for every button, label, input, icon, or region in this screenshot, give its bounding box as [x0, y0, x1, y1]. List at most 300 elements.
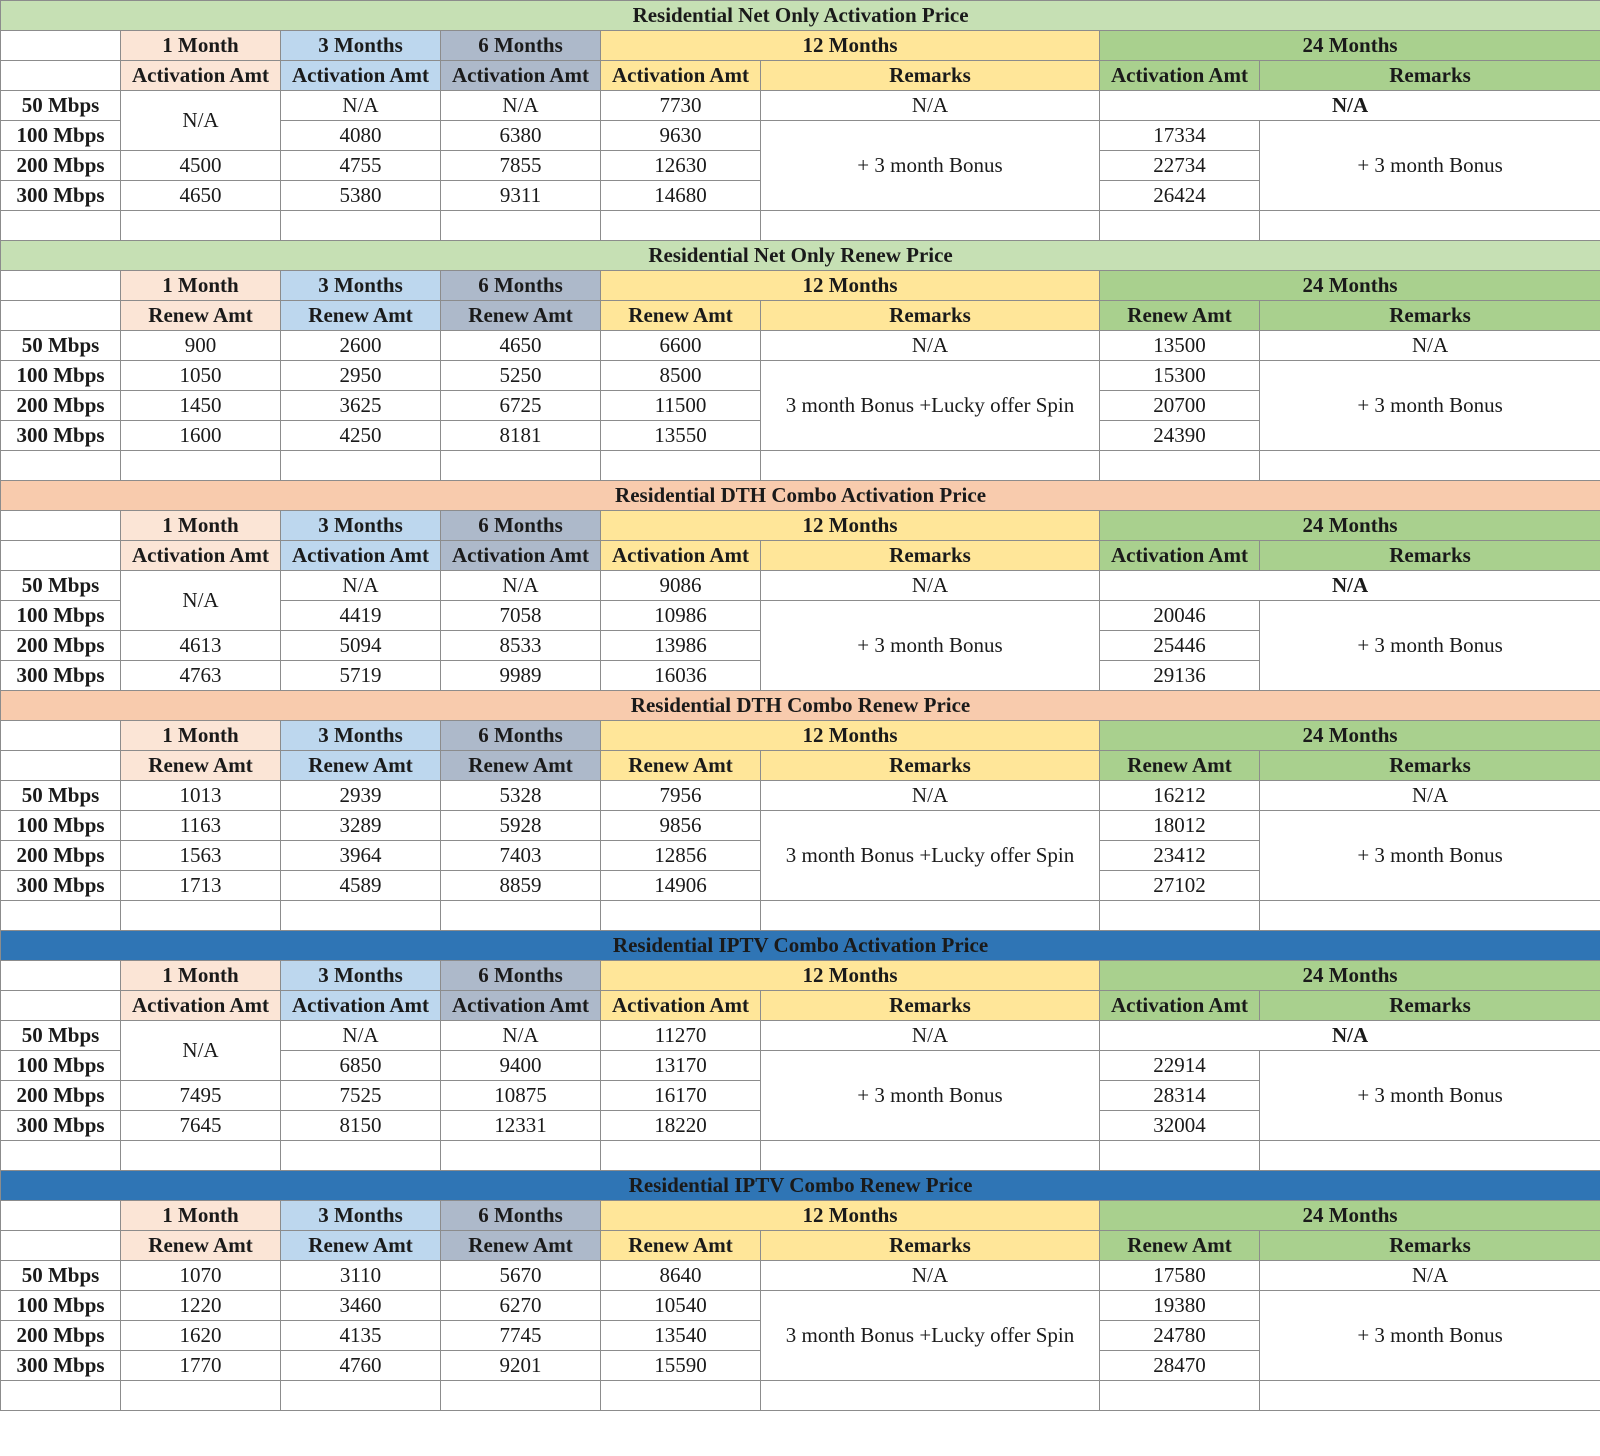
corner-cell [1, 301, 121, 331]
corner-cell [1, 1231, 121, 1261]
price-24-months: 18012 [1100, 811, 1260, 841]
speed-label: 200 Mbps [1, 631, 121, 661]
corner-cell [1, 511, 121, 541]
amount-header-row [1, 1231, 1600, 1261]
empty-cell [601, 901, 761, 931]
empty-cell [441, 901, 601, 931]
speed-label: 200 Mbps [1, 1321, 121, 1351]
price-1-month: N/A [121, 91, 281, 151]
period-12-months: 12 Months [601, 721, 1100, 751]
amount-header: Renew Amt [1100, 751, 1260, 781]
price-3-months: 2600 [281, 331, 441, 361]
spacer-row [1, 451, 1600, 481]
price-12-months: 18220 [601, 1111, 761, 1141]
price-3-months: 5380 [281, 181, 441, 211]
corner-cell [1, 991, 121, 1021]
price-12-months: 7730 [601, 91, 761, 121]
empty-cell [121, 901, 281, 931]
price-3-months: 5719 [281, 661, 441, 691]
remarks-header: Remarks [761, 541, 1100, 571]
table-row [1, 811, 1600, 841]
speed-label: 50 Mbps [1, 781, 121, 811]
price-24-months: 22734 [1100, 151, 1260, 181]
section-title-row [1, 1171, 1600, 1201]
price-12-months: 14906 [601, 871, 761, 901]
period-header-row [1, 511, 1600, 541]
price-12-months: 9086 [601, 571, 761, 601]
price-6-months: 4650 [441, 331, 601, 361]
period-6-months: 6 Months [441, 271, 601, 301]
spacer-row [1, 1141, 1600, 1171]
amount-header: Renew Amt [281, 751, 441, 781]
amount-header: Renew Amt [121, 751, 281, 781]
price-3-months: 3460 [281, 1291, 441, 1321]
speed-label: 200 Mbps [1, 841, 121, 871]
period-3-months: 3 Months [281, 271, 441, 301]
period-12-months: 12 Months [601, 1201, 1100, 1231]
empty-cell [1, 901, 121, 931]
section-title-row [1, 1, 1600, 31]
amount-header: Activation Amt [441, 61, 601, 91]
price-24-months: 26424 [1100, 181, 1260, 211]
remarks-24-months: N/A [1260, 1261, 1600, 1291]
remarks-header: Remarks [1260, 991, 1600, 1021]
speed-label: 200 Mbps [1, 1081, 121, 1111]
empty-cell [1, 1141, 121, 1171]
remarks-header: Remarks [1260, 541, 1600, 571]
speed-label: 50 Mbps [1, 331, 121, 361]
price-6-months: 12331 [441, 1111, 601, 1141]
period-12-months: 12 Months [601, 511, 1100, 541]
price-3-months: 4760 [281, 1351, 441, 1381]
price-6-months: 9201 [441, 1351, 601, 1381]
empty-cell [1260, 211, 1600, 241]
price-6-months: 8533 [441, 631, 601, 661]
speed-label: 100 Mbps [1, 811, 121, 841]
price-1-month: 1620 [121, 1321, 281, 1351]
empty-cell [761, 1141, 1100, 1171]
section-title-row [1, 481, 1600, 511]
empty-cell [281, 1141, 441, 1171]
remarks-header: Remarks [761, 751, 1100, 781]
amount-header: Renew Amt [601, 751, 761, 781]
section-title-row [1, 691, 1600, 721]
remarks-24-months: + 3 month Bonus [1260, 361, 1600, 451]
price-24-months: 25446 [1100, 631, 1260, 661]
remarks-12-months: + 3 month Bonus [761, 121, 1100, 211]
price-3-months: 4589 [281, 871, 441, 901]
price-24-months: 20700 [1100, 391, 1260, 421]
section-title-row [1, 931, 1600, 961]
speed-label: 200 Mbps [1, 391, 121, 421]
price-6-months: 7403 [441, 841, 601, 871]
empty-cell [281, 211, 441, 241]
price-1-month: 1013 [121, 781, 281, 811]
empty-cell [281, 451, 441, 481]
na-24-months: N/A [1100, 1021, 1600, 1051]
price-24-months: 19380 [1100, 1291, 1260, 1321]
remarks-12-months: N/A [761, 781, 1100, 811]
price-3-months: 7525 [281, 1081, 441, 1111]
speed-label: 300 Mbps [1, 1111, 121, 1141]
table-row [1, 331, 1600, 361]
remarks-12-months: 3 month Bonus +Lucky offer Spin [761, 811, 1100, 901]
corner-cell [1, 721, 121, 751]
price-1-month: 1163 [121, 811, 281, 841]
amount-header-row [1, 541, 1600, 571]
price-1-month: N/A [121, 1021, 281, 1081]
price-3-months: 4135 [281, 1321, 441, 1351]
period-1-month: 1 Month [121, 1201, 281, 1231]
empty-cell [601, 211, 761, 241]
remarks-12-months: 3 month Bonus +Lucky offer Spin [761, 361, 1100, 451]
price-1-month: 1563 [121, 841, 281, 871]
na-24-months: N/A [1100, 91, 1600, 121]
price-6-months: 5328 [441, 781, 601, 811]
period-12-months: 12 Months [601, 31, 1100, 61]
price-12-months: 13550 [601, 421, 761, 451]
period-24-months: 24 Months [1100, 271, 1600, 301]
speed-label: 50 Mbps [1, 571, 121, 601]
period-1-month: 1 Month [121, 961, 281, 991]
price-24-months: 17334 [1100, 121, 1260, 151]
price-6-months: 6380 [441, 121, 601, 151]
section-title: Residential DTH Combo Activation Price [1, 481, 1600, 511]
empty-cell [601, 1141, 761, 1171]
remarks-header: Remarks [1260, 301, 1600, 331]
price-24-months: 28314 [1100, 1081, 1260, 1111]
empty-cell [1100, 451, 1260, 481]
empty-cell [441, 211, 601, 241]
empty-cell [1, 211, 121, 241]
price-1-month: 1450 [121, 391, 281, 421]
period-1-month: 1 Month [121, 271, 281, 301]
price-3-months: 4080 [281, 121, 441, 151]
empty-cell [1260, 451, 1600, 481]
empty-cell [1100, 1141, 1260, 1171]
price-3-months: N/A [281, 571, 441, 601]
price-1-month: 4500 [121, 151, 281, 181]
price-3-months: 3625 [281, 391, 441, 421]
period-24-months: 24 Months [1100, 961, 1600, 991]
price-12-months: 9856 [601, 811, 761, 841]
price-6-months: 8859 [441, 871, 601, 901]
price-3-months: 4755 [281, 151, 441, 181]
price-6-months: N/A [441, 91, 601, 121]
speed-label: 50 Mbps [1, 91, 121, 121]
section-title: Residential DTH Combo Renew Price [1, 691, 1600, 721]
price-1-month: 1070 [121, 1261, 281, 1291]
amount-header: Activation Amt [1100, 541, 1260, 571]
price-1-month: N/A [121, 571, 281, 631]
speed-label: 100 Mbps [1, 601, 121, 631]
price-1-month: 7495 [121, 1081, 281, 1111]
price-12-months: 8500 [601, 361, 761, 391]
price-1-month: 900 [121, 331, 281, 361]
price-3-months: 8150 [281, 1111, 441, 1141]
table-row [1, 1261, 1600, 1291]
corner-cell [1, 541, 121, 571]
period-header-row [1, 721, 1600, 751]
empty-cell [761, 1381, 1100, 1411]
price-1-month: 4763 [121, 661, 281, 691]
amount-header: Renew Amt [121, 1231, 281, 1261]
price-3-months: 4419 [281, 601, 441, 631]
amount-header: Renew Amt [441, 301, 601, 331]
amount-header: Activation Amt [601, 991, 761, 1021]
amount-header: Activation Amt [441, 541, 601, 571]
empty-cell [1, 451, 121, 481]
period-6-months: 6 Months [441, 511, 601, 541]
price-3-months: N/A [281, 91, 441, 121]
price-12-months: 11500 [601, 391, 761, 421]
section-title-row [1, 241, 1600, 271]
price-12-months: 13986 [601, 631, 761, 661]
amount-header: Renew Amt [281, 301, 441, 331]
amount-header: Renew Amt [601, 1231, 761, 1261]
spacer-row [1, 1381, 1600, 1411]
remarks-12-months: N/A [761, 1021, 1100, 1051]
amount-header: Renew Amt [1100, 1231, 1260, 1261]
empty-cell [281, 901, 441, 931]
price-12-months: 10986 [601, 601, 761, 631]
empty-cell [1, 1381, 121, 1411]
amount-header: Activation Amt [121, 991, 281, 1021]
price-1-month: 4650 [121, 181, 281, 211]
price-24-months: 17580 [1100, 1261, 1260, 1291]
price-6-months: 7058 [441, 601, 601, 631]
speed-label: 200 Mbps [1, 151, 121, 181]
period-6-months: 6 Months [441, 1201, 601, 1231]
period-3-months: 3 Months [281, 721, 441, 751]
section-title: Residential IPTV Combo Renew Price [1, 1171, 1600, 1201]
empty-cell [1100, 1381, 1260, 1411]
amount-header: Activation Amt [441, 991, 601, 1021]
empty-cell [601, 451, 761, 481]
remarks-24-months: + 3 month Bonus [1260, 601, 1600, 691]
price-6-months: 5670 [441, 1261, 601, 1291]
amount-header: Renew Amt [441, 1231, 601, 1261]
corner-cell [1, 1201, 121, 1231]
empty-cell [441, 1381, 601, 1411]
price-1-month: 4613 [121, 631, 281, 661]
empty-cell [1100, 901, 1260, 931]
price-3-months: 3110 [281, 1261, 441, 1291]
speed-label: 100 Mbps [1, 1291, 121, 1321]
price-1-month: 1220 [121, 1291, 281, 1321]
price-12-months: 7956 [601, 781, 761, 811]
empty-cell [1260, 901, 1600, 931]
speed-label: 300 Mbps [1, 1351, 121, 1381]
empty-cell [121, 211, 281, 241]
period-header-row [1, 271, 1600, 301]
remarks-12-months: 3 month Bonus +Lucky offer Spin [761, 1291, 1100, 1381]
price-6-months: 7745 [441, 1321, 601, 1351]
price-3-months: 3289 [281, 811, 441, 841]
table-row [1, 1291, 1600, 1321]
speed-label: 50 Mbps [1, 1261, 121, 1291]
empty-cell [121, 1381, 281, 1411]
amount-header: Activation Amt [601, 541, 761, 571]
corner-cell [1, 271, 121, 301]
amount-header: Activation Amt [121, 61, 281, 91]
price-24-months: 29136 [1100, 661, 1260, 691]
empty-cell [761, 451, 1100, 481]
price-12-months: 10540 [601, 1291, 761, 1321]
period-3-months: 3 Months [281, 961, 441, 991]
price-12-months: 9630 [601, 121, 761, 151]
speed-label: 100 Mbps [1, 121, 121, 151]
remarks-24-months: + 3 month Bonus [1260, 121, 1600, 211]
price-12-months: 13540 [601, 1321, 761, 1351]
price-3-months: 2950 [281, 361, 441, 391]
remarks-header: Remarks [1260, 1231, 1600, 1261]
empty-cell [281, 1381, 441, 1411]
remarks-12-months: N/A [761, 571, 1100, 601]
remarks-24-months: N/A [1260, 781, 1600, 811]
price-12-months: 13170 [601, 1051, 761, 1081]
amount-header: Renew Amt [121, 301, 281, 331]
amount-header-row [1, 301, 1600, 331]
price-3-months: N/A [281, 1021, 441, 1051]
period-header-row [1, 1201, 1600, 1231]
period-3-months: 3 Months [281, 31, 441, 61]
speed-label: 300 Mbps [1, 661, 121, 691]
price-1-month: 1713 [121, 871, 281, 901]
speed-label: 100 Mbps [1, 361, 121, 391]
price-1-month: 1770 [121, 1351, 281, 1381]
remarks-12-months: + 3 month Bonus [761, 601, 1100, 691]
amount-header: Activation Amt [121, 541, 281, 571]
price-12-months: 11270 [601, 1021, 761, 1051]
price-6-months: 9400 [441, 1051, 601, 1081]
price-6-months: N/A [441, 571, 601, 601]
amount-header-row [1, 61, 1600, 91]
speed-label: 300 Mbps [1, 871, 121, 901]
amount-header: Activation Amt [1100, 991, 1260, 1021]
table-row [1, 361, 1600, 391]
period-12-months: 12 Months [601, 271, 1100, 301]
period-3-months: 3 Months [281, 1201, 441, 1231]
speed-label: 300 Mbps [1, 421, 121, 451]
table-row [1, 91, 1600, 121]
price-6-months: 9989 [441, 661, 601, 691]
section-title: Residential Net Only Renew Price [1, 241, 1600, 271]
period-header-row [1, 31, 1600, 61]
remarks-header: Remarks [761, 301, 1100, 331]
empty-cell [1100, 211, 1260, 241]
period-6-months: 6 Months [441, 31, 601, 61]
period-3-months: 3 Months [281, 511, 441, 541]
table-row [1, 571, 1600, 601]
empty-cell [1260, 1141, 1600, 1171]
spacer-row [1, 211, 1600, 241]
amount-header: Activation Amt [281, 991, 441, 1021]
amount-header: Renew Amt [281, 1231, 441, 1261]
price-3-months: 2939 [281, 781, 441, 811]
period-24-months: 24 Months [1100, 1201, 1600, 1231]
amount-header: Activation Amt [281, 61, 441, 91]
remarks-header: Remarks [761, 1231, 1100, 1261]
price-1-month: 1050 [121, 361, 281, 391]
price-24-months: 24390 [1100, 421, 1260, 451]
remarks-header: Remarks [1260, 61, 1600, 91]
remarks-24-months: + 3 month Bonus [1260, 1291, 1600, 1381]
empty-cell [121, 451, 281, 481]
price-24-months: 22914 [1100, 1051, 1260, 1081]
period-1-month: 1 Month [121, 511, 281, 541]
na-24-months: N/A [1100, 571, 1600, 601]
price-12-months: 6600 [601, 331, 761, 361]
price-6-months: 5928 [441, 811, 601, 841]
section-title: Residential IPTV Combo Activation Price [1, 931, 1600, 961]
price-6-months: 6270 [441, 1291, 601, 1321]
corner-cell [1, 961, 121, 991]
remarks-12-months: N/A [761, 1261, 1100, 1291]
remarks-24-months: + 3 month Bonus [1260, 1051, 1600, 1141]
price-12-months: 8640 [601, 1261, 761, 1291]
period-6-months: 6 Months [441, 721, 601, 751]
period-header-row [1, 961, 1600, 991]
table-row [1, 1021, 1600, 1051]
remarks-24-months: + 3 month Bonus [1260, 811, 1600, 901]
remarks-24-months: N/A [1260, 331, 1600, 361]
price-12-months: 16036 [601, 661, 761, 691]
speed-label: 300 Mbps [1, 181, 121, 211]
price-12-months: 14680 [601, 181, 761, 211]
period-24-months: 24 Months [1100, 31, 1600, 61]
speed-label: 50 Mbps [1, 1021, 121, 1051]
price-6-months: 10875 [441, 1081, 601, 1111]
price-3-months: 5094 [281, 631, 441, 661]
remarks-header: Remarks [761, 61, 1100, 91]
price-3-months: 6850 [281, 1051, 441, 1081]
price-6-months: 6725 [441, 391, 601, 421]
empty-cell [1260, 1381, 1600, 1411]
price-6-months: N/A [441, 1021, 601, 1051]
period-1-month: 1 Month [121, 721, 281, 751]
price-24-months: 32004 [1100, 1111, 1260, 1141]
corner-cell [1, 31, 121, 61]
amount-header: Renew Amt [441, 751, 601, 781]
amount-header-row [1, 991, 1600, 1021]
amount-header: Activation Amt [281, 541, 441, 571]
remarks-12-months: + 3 month Bonus [761, 1051, 1100, 1141]
price-24-months: 27102 [1100, 871, 1260, 901]
price-3-months: 3964 [281, 841, 441, 871]
empty-cell [441, 1141, 601, 1171]
section-title: Residential Net Only Activation Price [1, 1, 1600, 31]
empty-cell [121, 1141, 281, 1171]
amount-header: Activation Amt [1100, 61, 1260, 91]
empty-cell [441, 451, 601, 481]
period-6-months: 6 Months [441, 961, 601, 991]
price-24-months: 13500 [1100, 331, 1260, 361]
amount-header: Renew Amt [1100, 301, 1260, 331]
price-12-months: 12856 [601, 841, 761, 871]
price-12-months: 12630 [601, 151, 761, 181]
price-24-months: 20046 [1100, 601, 1260, 631]
remarks-header: Remarks [1260, 751, 1600, 781]
price-1-month: 7645 [121, 1111, 281, 1141]
corner-cell [1, 61, 121, 91]
price-12-months: 15590 [601, 1351, 761, 1381]
price-3-months: 4250 [281, 421, 441, 451]
period-1-month: 1 Month [121, 31, 281, 61]
empty-cell [761, 211, 1100, 241]
price-6-months: 7855 [441, 151, 601, 181]
price-24-months: 24780 [1100, 1321, 1260, 1351]
